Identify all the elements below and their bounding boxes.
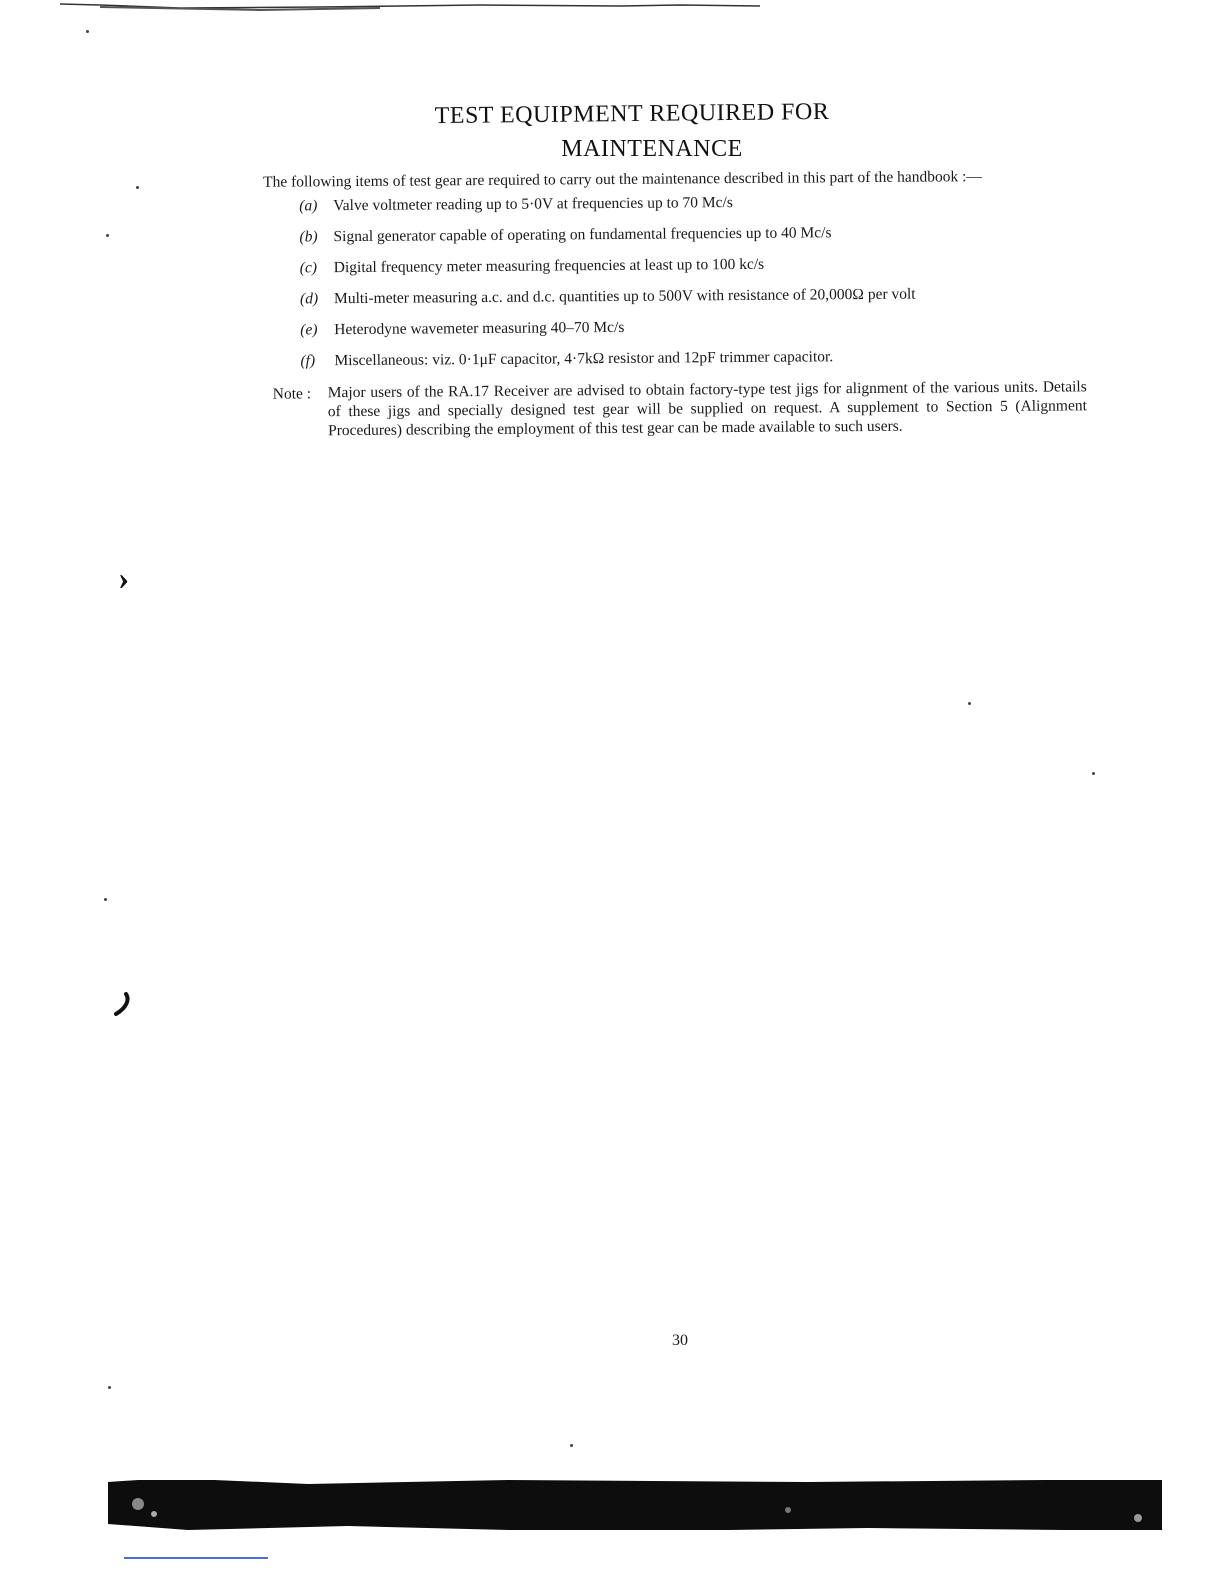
page-title-line-1: TEST EQUIPMENT REQUIRED FOR	[434, 98, 830, 130]
document-body	[229, 165, 1087, 441]
page-number: 30	[672, 1332, 688, 1349]
scan-speck	[570, 1444, 573, 1447]
list-item-marker: (f)	[300, 352, 316, 370]
list-item-marker: (d)	[299, 290, 319, 308]
binder-mark-icon	[112, 992, 134, 1018]
scan-speck	[1092, 772, 1095, 775]
page-title-line-2: MAINTENANCE	[561, 136, 743, 162]
list-item-text: Valve voltmeter reading up to 5·0V at frequencies up to 70 Mc/s	[333, 194, 733, 215]
note-label: Note :	[272, 385, 312, 403]
list-item-marker: (a)	[299, 197, 318, 215]
list-item-text: Digital frequency meter measuring frequencies at least up to 100 kc/s	[333, 255, 765, 277]
scan-speck	[108, 1386, 111, 1389]
list-item-marker: (c)	[299, 259, 318, 277]
intro-paragraph: The following items of test gear are required to carry out the maintenance described in this part of the handbook :—	[263, 168, 982, 191]
list-item-text: Miscellaneous: viz. 0·1μF capacitor, 4·7kΩ resistor and 12pF trimmer capacitor.	[334, 348, 834, 370]
list-item-text: Multi-meter measuring a.c. and d.c. quantities up to 500V with resistance of 20,000Ω per volt	[333, 285, 916, 308]
bottom-link-rule	[124, 1557, 268, 1559]
list-item	[300, 344, 1086, 381]
note-block	[231, 377, 1087, 441]
scan-edge-bar	[108, 1474, 1162, 1536]
list-item-marker: (e)	[300, 321, 318, 339]
binder-mark-icon: ›	[118, 560, 130, 597]
note-text: Major users of the RA.17 Receiver are advised to obtain factory-type test jigs for alignment of the various units. Details of these jigs and specially designed test gear will be supplied on request. A supplement to Section 5 (Alignment Procedures) describing the employment of this test gear can be made available to such users.	[327, 378, 1087, 440]
scan-speck	[106, 234, 109, 237]
scan-speck	[136, 186, 139, 189]
scan-speck	[968, 702, 971, 705]
list-item-text: Signal generator capable of operating on fundamental frequencies up to 40 Mc/s	[333, 224, 832, 246]
scan-speck	[104, 898, 107, 901]
scan-artifact-top	[60, 2, 900, 12]
scan-speck	[86, 30, 89, 33]
list-item-text: Heterodyne wavemeter measuring 40–70 Mc/s	[334, 318, 625, 339]
equipment-list	[229, 189, 1086, 382]
list-item-marker: (b)	[299, 228, 318, 246]
